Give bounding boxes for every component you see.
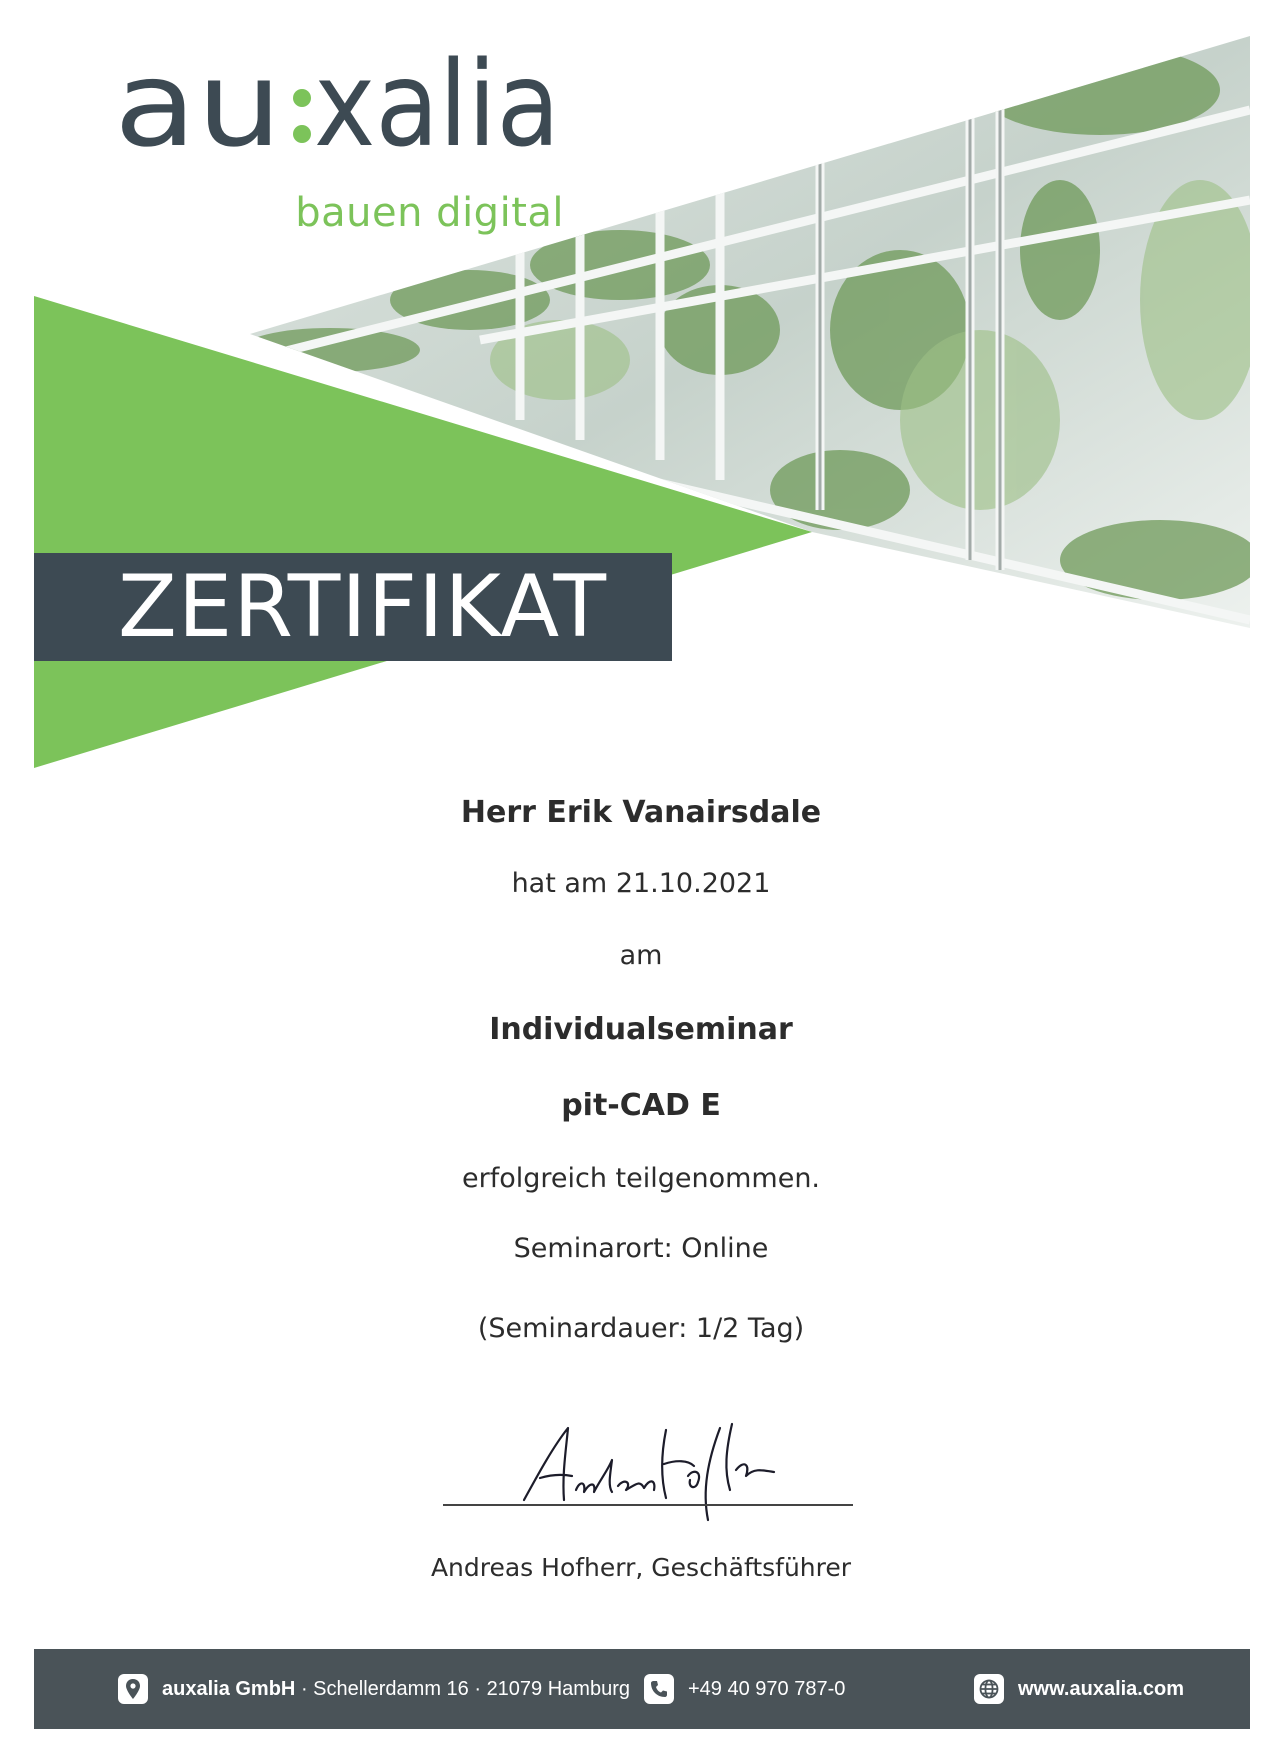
date-line: hat am 21.10.2021 — [511, 868, 771, 899]
signature-caption: Andreas Hofherr, Geschäftsführer — [430, 1553, 852, 1582]
footer-phone[interactable] — [644, 1671, 845, 1707]
footer-phone-text: +49 40 970 787-0 — [688, 1677, 846, 1700]
footer-website-text: www.auxalia.com — [1018, 1677, 1184, 1700]
svg-text:au: au — [114, 35, 282, 173]
location-pin-icon — [118, 1674, 148, 1704]
footer-bar — [34, 1649, 1250, 1729]
signature-line — [443, 1504, 853, 1506]
footer-address — [118, 1671, 630, 1707]
phone-icon — [644, 1674, 674, 1704]
recipient-name: Herr Erik Vanairsdale — [460, 795, 822, 830]
seminar-type: Individualseminar — [489, 1012, 793, 1047]
globe-icon — [974, 1674, 1004, 1704]
footer-website[interactable] — [974, 1671, 1184, 1707]
title-banner — [34, 553, 672, 661]
svg-text:xalia: xalia — [314, 35, 560, 173]
logo-wordmark — [114, 30, 564, 173]
footer-address-text: · Schellerdamm 16 · 21079 Hamburg — [295, 1677, 630, 1700]
seminar-name: pit-CAD E — [561, 1088, 721, 1123]
seminar-location: Seminarort: Online — [513, 1233, 769, 1264]
seminar-duration: (Seminardauer: 1/2 Tag) — [477, 1313, 805, 1344]
certificate-title: ZERTIFIKAT — [118, 557, 608, 657]
footer-company: auxalia GmbH — [162, 1677, 296, 1700]
completion-line: erfolgreich teilgenommen. — [461, 1163, 821, 1194]
preposition-line: am — [619, 940, 663, 971]
logo-tagline: bauen digital — [295, 190, 564, 236]
